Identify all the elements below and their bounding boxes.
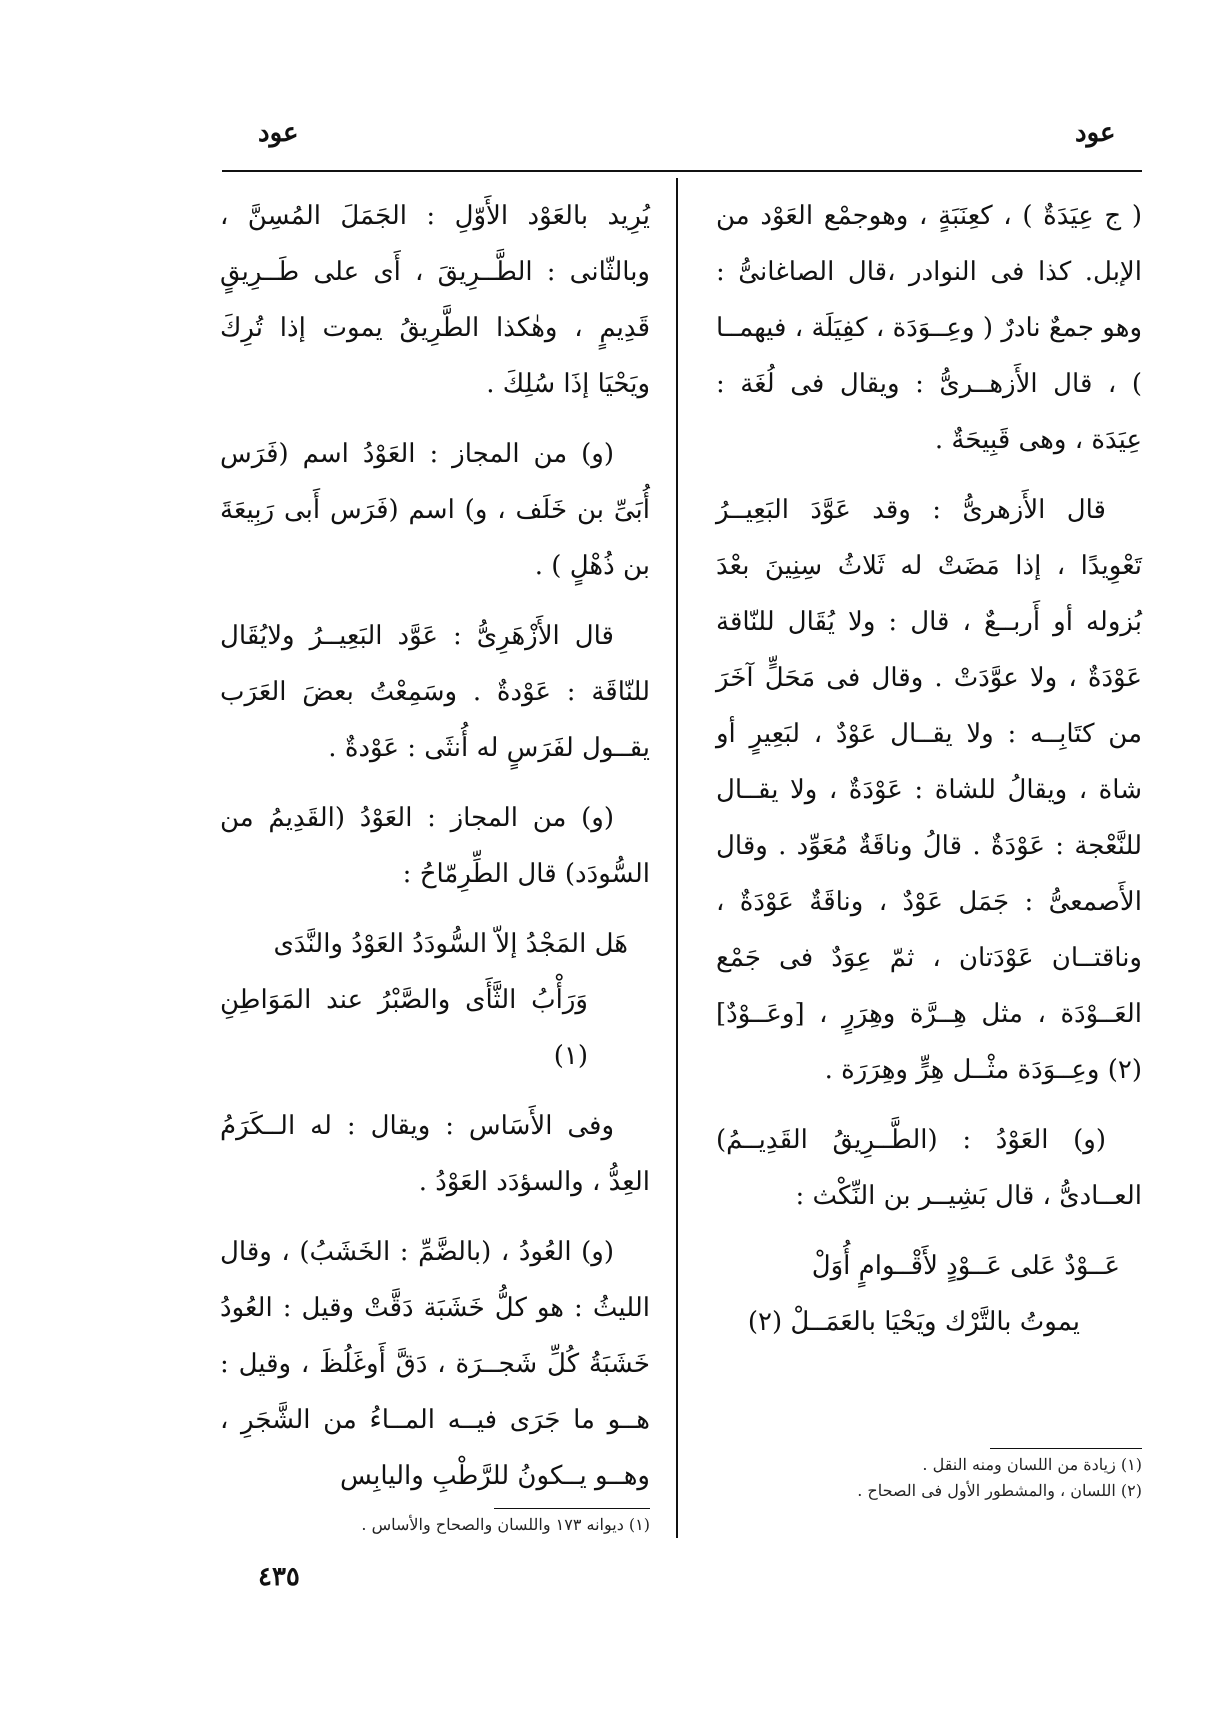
footnote: (١) ديوانه ١٧٣ واللسان والصحاح والأساس .: [361, 1515, 650, 1534]
paragraph: يُرِيد بالعَوْد الأَوّلِ : الجَمَلَ المُسِنَّ ، وبالثّانى : الطَّــرِيقَ ، أَى على طَــرِيقٍ قَدِيمٍ ، وهٰكذا الطَّرِيقُ يموت إذا تُرِكَ ويَحْيَا إذَا سُلِكَ .: [220, 201, 650, 399]
header-left-word: عود: [258, 118, 299, 148]
footnote-rule: [990, 1448, 1142, 1449]
paragraph: (و) العُودُ ، (بالضَّمِّ : الخَشَبُ) ، وقال الليثُ : هو كلُّ خَشَبَة دَقَّتْ وقيل : العُودُ خَشَبَةُ كُلِّ شَجــرَة ، دَقَّ أَوغَلُظَ ، وقيل : هــو ما جَرَى فيــه المــاءُ من الشَّجَرِ ، وهــو يــكونُ للرَّطْبِ واليابِس: [220, 1237, 650, 1491]
right-column: [716, 188, 1142, 1364]
column-divider: [676, 178, 678, 1538]
paragraph: ( ج عِيَدَةٌ ) ، كعِنَبَةٍ ، وهوجمْع العَوْد من الإبل. كذا فى النوادر ،قال الصاغانىُّ : وهو جمعٌ نادرٌ ( وعِــوَدَة ، كفِيَلَة ، فيهمــا ) ، قال الأَزهــرىُّ : ويقال فى لُغَة : عِيَدَة ، وهى قَبِيحَةٌ .: [716, 201, 1142, 455]
footnote: (١) زيادة من اللسان ومنه النقل .: [922, 1455, 1142, 1474]
paragraph: قال الأَزْهَرِىُّ : عَوَّد البَعِيــرُ ولايُقَال للنّاقَة : عَوْدةٌ . وسَمِعْتُ بعضَ العَرَب يقــول لفَرَسٍ له أُنثَى : عَوْدةٌ .: [220, 621, 650, 763]
left-column: [220, 188, 650, 1518]
verse: [716, 1238, 1142, 1350]
verse: [220, 916, 650, 1084]
page-number: ٤٣٥: [258, 1562, 300, 1592]
footnote-rule: [494, 1508, 650, 1509]
footnote: (٢) اللسان ، والمشطور الأول فى الصحاح .: [857, 1481, 1142, 1500]
paragraph: (و) العَوْدُ : (الطَّــرِيقُ القَدِيــمُ) العــادىُّ ، قال بَشِيــر بن النِّكْث :: [716, 1125, 1142, 1211]
verse-line: يموتُ بالتَّرْك ويَحْيَا بالعَمَــلْ (٢): [747, 1307, 1080, 1337]
verse-line: هَل المَجْدُ إلاّ السُّودَدُ العَوْدُ والنَّدَى: [273, 929, 628, 959]
paragraph: (و) من المجاز : العَوْدُ (القَدِيمُ من السُّودَد) قال الطِّرِمّاحُ :: [220, 803, 650, 889]
header-right-word: عود: [1075, 118, 1116, 148]
verse-line: وَرَأْبُ الثَّأَى والصَّبْرُ عند المَوَاطِنِ (١): [220, 985, 588, 1071]
paragraph: قال الأَزهرىُّ : وقد عَوَّدَ البَعِيــرُ تَعْوِيدًا ، إذا مَضَتْ له ثَلاثُ سِنِينَ بعْدَ بُزوله أو أَربــعٌ ، قال : ولا يُقَال للنّاقة عَوْدَةٌ ، ولا عوَّدَتْ . وقال فى مَحَلٍّ آخَرَ من كتَابِــه : ولا يقــال عَوْدٌ ، لبَعِيرٍ أو شاة ، ويقالُ للشاة : عَوْدَةٌ ، ولا يقــال للنَّعْجة : عَوْدَةٌ . قالُ وناقَةٌ مُعَوِّد . وقال الأَصمعىُّ : جَمَل عَوْدٌ ، وناقَةٌ عَوْدَةٌ ، وناقتــان عَوْدَتان ، ثمّ عِوَدٌ فى جَمْع العَــوْدَة ، مثل هِــرَّة وهِرَرٍ ، [وعَــوْدٌ] (٢) وعِــوَدَة مثْــل هِرٍّ وهِرَرَة .: [716, 495, 1142, 1085]
header-rule: [222, 170, 1142, 172]
paragraph: (و) من المجاز : العَوْدُ اسم (فَرَس أُبَىِّ بن خَلَف ، و) اسم (فَرَس أَبى رَبِيعَةَ بن ذُهْلٍ ) .: [220, 439, 650, 581]
verse-line: عَــوْدٌ عَلى عَــوْدٍ لأَقْــوامٍ أُوَلْ: [811, 1251, 1120, 1281]
paragraph: وفى الأَسَاس : ويقال : له الــكَرَمُ العِدُّ ، والسؤدَد العَوْدُ .: [220, 1111, 650, 1197]
